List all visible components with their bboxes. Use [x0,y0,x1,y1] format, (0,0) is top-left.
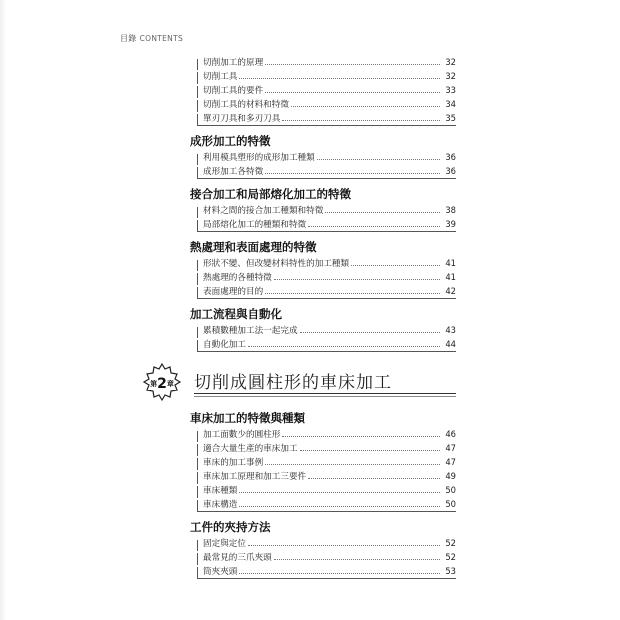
toc-entry [190,455,456,469]
toc-entry-title: 材料之間的接合加工種類和特徵 [203,206,324,216]
chapter-banner [140,362,456,402]
toc-entry-title: 自動化加工 [203,340,246,350]
toc-entry-title: 切削工具的材料和特徵 [203,100,289,110]
toc-entry [190,150,456,164]
dot-leader [274,558,440,560]
toc-entry-title: 表面處理的目的 [203,287,264,297]
toc-entry-page: 33 [445,85,456,95]
toc-entry-title: 成形加工各特徵 [203,167,264,177]
toc-entry-page: 47 [445,443,456,453]
toc-entry-page: 38 [445,205,456,215]
toc-entry [190,256,456,270]
toc-entry-page: 50 [445,485,456,495]
page-edge-shade [0,0,6,620]
chapter-rule-thin [194,396,456,397]
toc-entry [197,111,456,126]
toc-entry-page: 44 [445,339,456,349]
toc-entry-title: 筒夾夾頭 [203,567,238,577]
toc-entry-title: 車床種類 [203,486,238,496]
dot-leader [265,63,440,65]
toc-entry-title: 形狀不變、但改變材料特性的加工種類 [203,259,350,269]
toc-entry-page: 32 [445,71,456,81]
running-head-label-en: CONTENTS [139,34,184,43]
toc-entry-title: 車床的加工事例 [203,458,264,468]
toc-entry [190,469,456,483]
dot-leader [265,292,440,294]
toc-entry-title: 局部熔化加工的種類和特徵 [203,220,307,230]
toc-entry [190,203,456,217]
toc-entry-page: 32 [445,57,456,67]
toc-entry [190,323,456,337]
toc-entry [197,564,456,579]
dot-leader [300,331,440,333]
running-head [120,33,183,44]
toc-entry-title: 最常見的三爪夾頭 [203,553,272,563]
toc-entry-page: 34 [445,99,456,109]
toc-entry [190,483,456,497]
dot-leader [239,572,440,574]
toc-entry-title: 切削工具的要件 [203,86,264,96]
section-heading: 加工流程與自動化 [190,307,282,321]
chapter-prefix: 第 [150,380,158,388]
section-heading: 工件的夾持方法 [190,520,271,534]
toc-entry-title: 切削加工的原理 [203,58,264,68]
toc-entry-page: 35 [445,113,456,123]
section-heading: 成形加工的特徵 [190,134,271,148]
section-heading: 熱處理和表面處理的特徵 [190,240,317,254]
dot-leader [351,264,440,266]
toc-entry-page: 42 [445,286,456,296]
dot-leader [239,77,440,79]
dot-leader [274,278,440,280]
toc-entry [197,284,456,299]
toc-entry-page: 36 [445,166,456,176]
dot-leader [291,105,440,107]
toc-part-a [190,55,456,352]
toc-part-b [190,403,456,579]
running-head-label: 目錄 [120,34,137,43]
toc-entry-title: 車床構造 [203,500,238,510]
toc-entry [197,217,456,232]
chapter-rule [194,393,456,394]
dot-leader [317,158,440,160]
toc-entry-title: 固定與定位 [203,539,246,549]
toc-entry-page: 52 [445,538,456,548]
section-heading: 車床加工的特徵與種類 [190,411,305,425]
dot-leader [325,211,440,213]
toc-entry-title: 單刃刀具和多刃刀具 [203,114,281,124]
dot-leader [239,505,440,507]
toc-entry-page: 39 [445,219,456,229]
dot-leader [248,544,440,546]
dot-leader [300,449,440,451]
toc-entry-title: 適合大量生產的車床加工 [203,444,298,454]
toc-entry [197,497,456,512]
toc-entry [197,164,456,179]
toc-entry-title: 累積數種加工法一起完成 [203,326,298,336]
dot-leader [265,172,440,174]
toc-entry-page: 53 [445,566,456,576]
toc-entry-title: 熱處理的各種特徵 [203,273,272,283]
toc-entry-page: 46 [445,429,456,439]
dot-leader [265,463,440,465]
chapter-suffix: 章 [166,380,174,388]
toc-entry-page: 52 [445,552,456,562]
toc-entry [190,83,456,97]
toc-entry [190,55,456,69]
chapter-number-badge [144,376,180,392]
toc-entry-title: 加工面數少的圓柱形 [203,430,281,440]
toc-entry-title: 車床加工原理和加工三要件 [203,472,307,482]
dot-leader [248,345,440,347]
dot-leader [265,91,440,93]
toc-entry-page: 43 [445,325,456,335]
toc-entry [190,441,456,455]
chapter-number: 2 [157,376,167,392]
toc-entry [190,550,456,564]
toc-entry-page: 36 [445,152,456,162]
toc-entry-title: 切削工具 [203,72,238,82]
chapter-title: 切削成圓柱形的車床加工 [194,373,392,393]
toc-entry [197,337,456,352]
toc-entry [190,69,456,83]
toc-entry-title: 利用模具塑形的成形加工種類 [203,153,315,163]
toc-entry-page: 47 [445,457,456,467]
dot-leader [282,435,440,437]
dot-leader [308,477,440,479]
toc-entry [190,427,456,441]
dot-leader [282,119,440,121]
dot-leader [239,491,440,493]
toc-entry [190,270,456,284]
dot-leader [308,225,440,227]
toc-entry-page: 49 [445,471,456,481]
toc-entry [190,536,456,550]
toc-entry-page: 50 [445,499,456,509]
toc-entry-page: 41 [445,258,456,268]
section-heading: 接合加工和局部熔化加工的特徵 [190,187,351,201]
toc-entry-page: 41 [445,272,456,282]
toc-entry [190,97,456,111]
